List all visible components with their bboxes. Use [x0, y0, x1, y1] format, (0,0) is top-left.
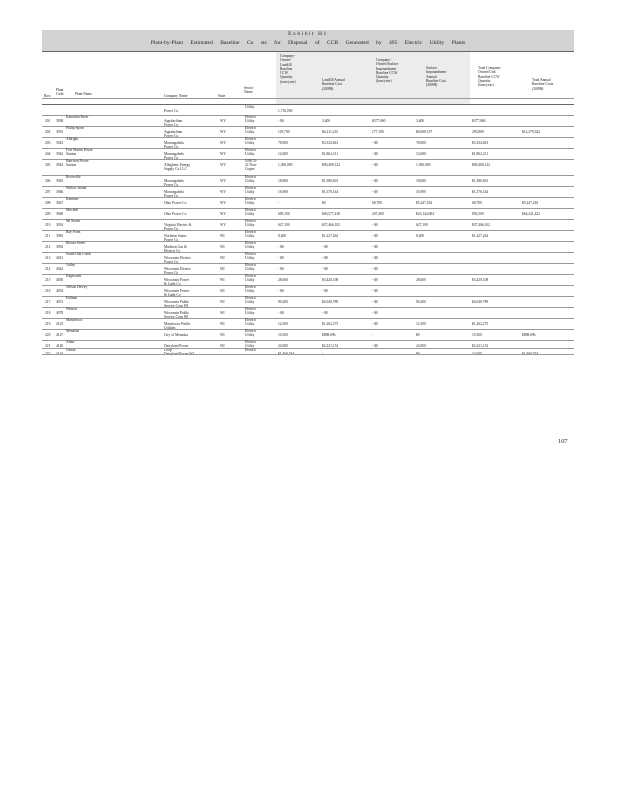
cell-company: Appalachian Power Co	[164, 130, 183, 139]
cell-c1: $1,460,764	[278, 352, 295, 356]
table-body	[42, 105, 574, 354]
cell-company: Wisconsin Public Service Corp WI	[164, 300, 190, 309]
cell-sector: Electric Utility	[245, 126, 257, 135]
cell-c1: 18,600	[278, 179, 288, 183]
cell-sector: Electric Utility	[245, 137, 257, 146]
cell-c3: - $0	[372, 344, 378, 348]
table-row	[42, 230, 574, 241]
cell-c5: $90,408,122	[472, 163, 490, 167]
table-row	[42, 307, 574, 318]
cell-company: City of Menasha	[164, 333, 188, 337]
cell-c5: $3,334,661	[472, 141, 489, 145]
cell-c2: $1,386,601	[322, 179, 339, 183]
cell-code: 3982	[56, 234, 64, 238]
cell-c4: 24,000	[416, 344, 426, 348]
cell-sector: Electric Utility	[245, 340, 257, 349]
cell-sector: Electric Utility	[245, 263, 257, 272]
table-row	[42, 241, 574, 252]
cell-c3: -	[372, 333, 374, 337]
cell-sector: Electric Utility	[245, 230, 257, 239]
cell-plant: South Oak Creek	[66, 252, 91, 256]
cell-state: WV	[220, 179, 226, 183]
cell-c3: - $0	[372, 300, 378, 304]
cell-sector: Utility	[245, 105, 255, 109]
cell-row: 204	[45, 152, 51, 156]
cell-sector: Electric Utility	[245, 175, 257, 184]
row-separator	[42, 354, 574, 355]
cell-row: 211	[45, 234, 51, 238]
cell-c3: - $0	[372, 267, 378, 271]
cell-c1: - $0	[278, 119, 284, 123]
col-si-annual-cost: Surface Impoundment Annual Baseline Cost (2009$)	[426, 66, 447, 88]
cell-code: 3935	[56, 130, 64, 134]
cell-c1: - $0	[278, 289, 284, 293]
cell-code: 3946	[56, 190, 64, 194]
cell-c1: 627,100	[278, 223, 290, 227]
table-row	[42, 115, 574, 126]
cell-code: 4127	[56, 333, 64, 337]
cell-company: Monongahela Power Co	[164, 190, 184, 199]
cell-code: 3954	[56, 223, 64, 227]
cell-row: 216	[45, 289, 51, 293]
cell-plant: Kanawha River	[66, 115, 89, 119]
cell-c1: 28,600	[278, 278, 288, 282]
cell-sector: Electric Utility	[245, 241, 257, 250]
cell-c1: 8,400	[278, 234, 287, 238]
cell-plant: Genoa	[66, 348, 76, 352]
cell-c4: 1,300,000	[416, 163, 431, 167]
cell-plant: Philip Sporn	[66, 126, 85, 130]
cell-c1: 685,100	[278, 212, 290, 216]
cell-c6: $64,221,422	[522, 212, 540, 216]
cell-plant: Manitowoc	[66, 318, 83, 322]
cell-plant: Menasha	[66, 329, 79, 333]
table-row	[42, 186, 574, 197]
cell-c5: $1,376,144	[472, 190, 489, 194]
cell-state: WV	[220, 141, 226, 145]
table-row	[42, 329, 574, 340]
cell-c2: $1,376,144	[322, 190, 339, 194]
cell-c4: 12,600	[416, 152, 426, 156]
cell-plant: Blount Street	[66, 241, 86, 245]
table-row	[42, 219, 574, 230]
cell-code: 4042	[56, 267, 64, 271]
cell-sector: Electric Utility	[245, 186, 257, 195]
cell-c2: - $0	[322, 289, 328, 293]
cell-c2: 3,400	[322, 119, 331, 123]
cell-code: 3948	[56, 212, 64, 216]
table-row	[42, 137, 574, 148]
cell-code: 3992	[56, 245, 64, 249]
cell-c2: - $0	[322, 267, 328, 271]
cell-c1: 1,716,000	[278, 109, 293, 113]
cell-c2: -	[322, 352, 324, 356]
cell-plant: Mitchell	[66, 208, 79, 212]
cell-c3: - $0	[372, 152, 378, 156]
col-company-name: Company Name	[164, 94, 188, 98]
cell-c2: $0	[322, 201, 326, 205]
cell-c5: $4,040,789	[472, 300, 489, 304]
cell-state: WI	[220, 322, 225, 326]
cell-c4: 90,200	[416, 300, 426, 304]
cell-c2: $3,420,108	[322, 278, 339, 282]
cell-state: WI	[220, 300, 225, 304]
cell-c3: 207,400	[372, 212, 384, 216]
col-company-owned-si: Company- Owned Surface Impoundment Baseline CCW Quantity (tons/year)	[376, 58, 399, 84]
cell-c1: - $0	[278, 256, 284, 260]
cell-code: 3944	[56, 163, 64, 167]
table-row	[42, 318, 574, 329]
cell-c1: 1,300,000	[278, 163, 293, 167]
cell-state: WV	[220, 223, 226, 227]
cell-row: 212	[45, 245, 51, 249]
cell-row: 206	[45, 179, 51, 183]
col-landfill-annual-cost: Landfill Annual Baseline Cost (2009$)	[322, 78, 345, 91]
cell-c3: - $0	[372, 179, 378, 183]
cell-c4: $6,068,107	[416, 130, 433, 134]
col-plant-code: Plant Code	[56, 88, 64, 97]
cell-c2: - $0	[322, 311, 328, 315]
cell-plant: Harrison Power Station	[66, 159, 89, 168]
cell-sector: Electric Utility	[245, 285, 257, 294]
cell-c4: 18,600	[416, 179, 426, 183]
table-row	[42, 208, 574, 219]
cell-code: 4140	[56, 344, 64, 348]
cell-c3: - $0	[372, 163, 378, 167]
cell-sector: Electric Utility	[245, 252, 257, 261]
cell-c1: 12,600	[278, 152, 288, 156]
cell-c3: $377,060	[372, 119, 386, 123]
cell-c6: $1,460,764	[522, 352, 539, 356]
cell-c5: $377,060	[472, 119, 486, 123]
cell-c5: $3,420,108	[472, 278, 489, 282]
cell-company: Dairyland Power WI	[164, 352, 194, 356]
cell-row: 214	[45, 267, 51, 271]
cell-row: 219	[45, 322, 51, 326]
cell-c5: 10,300	[472, 333, 482, 337]
cell-c1: 90,200	[278, 300, 288, 304]
cell-c1: - $0	[278, 311, 284, 315]
cell-c3: 177,100	[372, 130, 384, 134]
table-row	[42, 159, 574, 175]
cell-row: 205	[45, 163, 51, 167]
cell-c4: 12,500	[416, 322, 426, 326]
cell-c1: 10,300	[278, 333, 288, 337]
cell-c2: $6,211,235	[322, 130, 339, 134]
cell-row: 221	[45, 344, 51, 348]
cell-company: Monongahela Power Co	[164, 179, 184, 188]
cell-company: Manitowoc Public Utilities	[164, 322, 191, 331]
table-row	[42, 148, 574, 159]
cell-state: WI	[220, 245, 225, 249]
cell-company: Wisconsin Power & Light Co	[164, 289, 190, 298]
cell-c3: - $0	[372, 289, 378, 293]
table-row	[42, 252, 574, 263]
cell-row: 213	[45, 256, 51, 260]
cell-plant: Pulliam	[66, 296, 78, 300]
cell-row: 222	[45, 352, 51, 356]
table-row	[42, 274, 574, 285]
cell-plant: Valley	[66, 263, 76, 267]
cell-plant: Weston	[66, 307, 77, 311]
cell-row: 202	[45, 130, 51, 134]
cell-sector: Electric Utility	[245, 148, 257, 157]
cell-c1: - $0	[278, 267, 284, 271]
cell-row: 218	[45, 311, 51, 315]
cell-row: 203	[45, 141, 51, 145]
cell-plant: Edgewater	[66, 274, 82, 278]
cell-c4: 8,400	[416, 234, 425, 238]
cell-row: 209	[45, 212, 51, 216]
cell-sector: Electric Utility	[245, 318, 257, 327]
cell-company: Madison Gas & Electric Co	[164, 245, 187, 254]
cell-state: WV	[220, 212, 226, 216]
cell-state: WI	[220, 256, 225, 260]
cell-code: 4054	[56, 289, 64, 293]
cell-c1: 16,900	[278, 190, 288, 194]
column-header	[42, 51, 574, 105]
cell-c2: $40,577,418	[322, 212, 340, 216]
col-total-annual-cost: Total Annual Baseline Costs (2009$)	[532, 78, 554, 91]
cell-c3: - $0	[372, 141, 378, 145]
cell-plant: Fort Martin Power Station	[66, 148, 93, 157]
table-row	[42, 126, 574, 137]
cell-c2: $3,334,661	[322, 141, 339, 145]
cell-c3: - $0	[372, 256, 378, 260]
cell-company: Allegheny Energy Supply Co LLC	[164, 163, 191, 172]
cell-company: Monongahela Power Co	[164, 152, 184, 161]
col-total-company-owned: Total Company- Owned Unit Baseline CCW Quantity (tons/year)	[478, 66, 502, 88]
exhibit-label: Exhibit H1	[288, 31, 328, 37]
cell-c3: - $0	[372, 322, 378, 326]
cell-c2: $1,862,211	[322, 152, 339, 156]
cell-c5: $1,262,275	[472, 322, 489, 326]
cell-sector: Electric Utility	[245, 329, 257, 338]
cell-row: 210	[45, 223, 51, 227]
cell-sector: NAICS- 22 Non- Cogen	[245, 159, 257, 172]
cell-company: Wisconsin Power & Light Co	[164, 278, 190, 287]
cell-plant: Willow Island	[66, 186, 87, 190]
cell-code: 4125	[56, 322, 64, 326]
cell-code: 3943	[56, 141, 64, 145]
cell-state: WI	[220, 267, 225, 271]
cell-c3: - $0	[372, 223, 378, 227]
cell-c4: 78,000	[416, 141, 426, 145]
cell-company: Power Co	[164, 109, 179, 113]
cell-c5: $37,466,102	[472, 223, 490, 227]
cell-c4: 627,100	[416, 223, 428, 227]
cell-company: Wisconsin Public Service Corp WI	[164, 311, 190, 320]
cell-code: 4072	[56, 300, 64, 304]
cell-c2: $1,227,262	[322, 234, 339, 238]
cell-code: 3945	[56, 179, 64, 183]
cell-state: WV	[220, 163, 226, 167]
cell-company: Virginia Electric & Power Co	[164, 223, 192, 232]
cell-c2: $90,408,122	[322, 163, 340, 167]
cell-state: WV	[220, 201, 226, 205]
cell-c3: - $0	[372, 234, 378, 238]
cell-sector: Electric Utility	[245, 208, 257, 217]
cell-row: 220	[45, 333, 51, 337]
cell-c2: $2,221,152	[322, 344, 339, 348]
cell-state: WI	[220, 289, 225, 293]
cell-sector: Electric Utility	[245, 274, 257, 283]
cell-c5: $2,221,152	[472, 344, 489, 348]
cell-state: WV	[220, 190, 226, 194]
cell-code: 4050	[56, 278, 64, 282]
table-row	[42, 348, 574, 354]
cell-c2: - $0	[322, 245, 328, 249]
cell-c6: $12,279,342	[522, 130, 540, 134]
cell-company: Northern States Power Co	[164, 234, 187, 243]
cell-company: Ohio Power Co	[164, 201, 187, 205]
table-row	[42, 175, 574, 186]
title-band	[42, 30, 574, 51]
cell-sector: Electric Utility	[245, 307, 257, 316]
cell-sector: Electric Utility	[245, 296, 257, 305]
cell-c2: $37,466,102	[322, 223, 340, 227]
cell-state: WI	[220, 344, 225, 348]
cell-c2: - $0	[322, 256, 328, 260]
cell-c4: $0	[416, 352, 420, 356]
cell-c3: 68,700	[372, 201, 382, 205]
table-row	[42, 105, 574, 115]
cell-row: 201	[45, 119, 51, 123]
cell-c4: $23,144,004	[416, 212, 434, 216]
cell-c5: $1,386,601	[472, 179, 489, 183]
cell-c5: 295,800	[472, 130, 484, 134]
cell-row: 215	[45, 278, 51, 282]
cell-state: WV	[220, 119, 226, 123]
cell-sector: Electric Utility	[245, 115, 257, 124]
cell-code: 3938	[56, 119, 64, 123]
cell-state: WI	[220, 333, 225, 337]
cell-c3: - $0	[372, 311, 378, 315]
table-title: Plant-by-Plant Estimated Baseline Co sts for Disposal of CCR Generated by 495 Electric Utility Plants	[150, 40, 466, 46]
cell-state: WI	[220, 311, 225, 315]
cell-c5: $1,227,262	[472, 234, 489, 238]
cell-c1: 118,700	[278, 130, 290, 134]
cell-row: 208	[45, 201, 51, 205]
cell-c1: - $0	[278, 245, 284, 249]
cell-company: Monongahela Power Co	[164, 141, 184, 150]
cell-c1: -	[278, 201, 280, 205]
cell-plant: Mt Storm	[66, 219, 80, 223]
cell-c3: - $0	[372, 245, 378, 249]
cell-c4: $5,247,263	[416, 201, 433, 205]
cell-plant: Alma	[66, 340, 74, 344]
cell-c2: $4,040,789	[322, 300, 339, 304]
cell-c4: $0	[416, 333, 420, 337]
cell-c6: $5,247,263	[522, 201, 539, 205]
cell-company: Wisconsin Electric Power Co	[164, 256, 192, 265]
col-sector-name: Sector Name	[244, 86, 254, 95]
table-row	[42, 197, 574, 208]
cell-c1: 24,000	[278, 344, 288, 348]
cell-code: 4041	[56, 256, 64, 260]
cell-row: 207	[45, 190, 51, 194]
cell-row: 217	[45, 300, 51, 304]
cell-code: 4078	[56, 311, 64, 315]
cell-company: Wisconsin Electric Power Co	[164, 267, 192, 276]
cell-code: 4143	[56, 352, 64, 356]
cell-c2: $888,696	[322, 333, 336, 337]
col-row: Row	[44, 94, 51, 98]
table-row	[42, 296, 574, 307]
cell-plant: Albright	[66, 137, 79, 141]
cell-c2: $1,262,275	[322, 322, 339, 326]
cell-plant: Nelson Dewey	[66, 285, 88, 289]
cell-c3: - $0	[372, 278, 378, 282]
cell-code: 3942	[56, 152, 64, 156]
cell-plant: Bay Front	[66, 230, 81, 234]
cell-state: WI	[220, 278, 225, 282]
header-rule	[42, 98, 574, 99]
cell-sector: Electric Utility	[245, 197, 257, 206]
cell-c4: 28,600	[416, 278, 426, 282]
cell-c1: 12,500	[278, 322, 288, 326]
cell-c1: 78,000	[278, 141, 288, 145]
col-company-owned-landfill: Company- Owned Landfill Baseline CCW Quantity (tons/year)	[280, 54, 296, 84]
cell-c5: 14,000	[472, 352, 482, 356]
document-page	[42, 30, 574, 354]
cell-state: WI	[220, 234, 225, 238]
cell-c4: 3,400	[416, 119, 425, 123]
col-state: State	[218, 94, 226, 98]
cell-state: WV	[220, 130, 226, 134]
cell-code: 3947	[56, 201, 64, 205]
cell-plant: Kammer	[66, 197, 79, 201]
cell-c5: $1,862,211	[472, 152, 489, 156]
cell-company: Ohio Power Co	[164, 212, 187, 216]
table-row	[42, 263, 574, 274]
cell-c5: 892,500	[472, 212, 484, 216]
cell-company: Dairyland Power Coop	[164, 344, 189, 353]
cell-company: Appalachian Power Co	[164, 119, 183, 128]
cell-c4: 16,900	[416, 190, 426, 194]
cell-plant: Rivesville	[66, 175, 81, 179]
cell-c3: - $0	[372, 190, 378, 194]
col-plant-name: Plant Name	[75, 92, 92, 96]
table-row	[42, 285, 574, 296]
cell-sector: Electric	[245, 348, 257, 352]
cell-c6: $888,696	[522, 333, 536, 337]
cell-sector: Electric Utility	[245, 219, 257, 228]
cell-state: WV	[220, 152, 226, 156]
page-number: 107	[558, 438, 568, 445]
cell-c5: 68,700	[472, 201, 482, 205]
